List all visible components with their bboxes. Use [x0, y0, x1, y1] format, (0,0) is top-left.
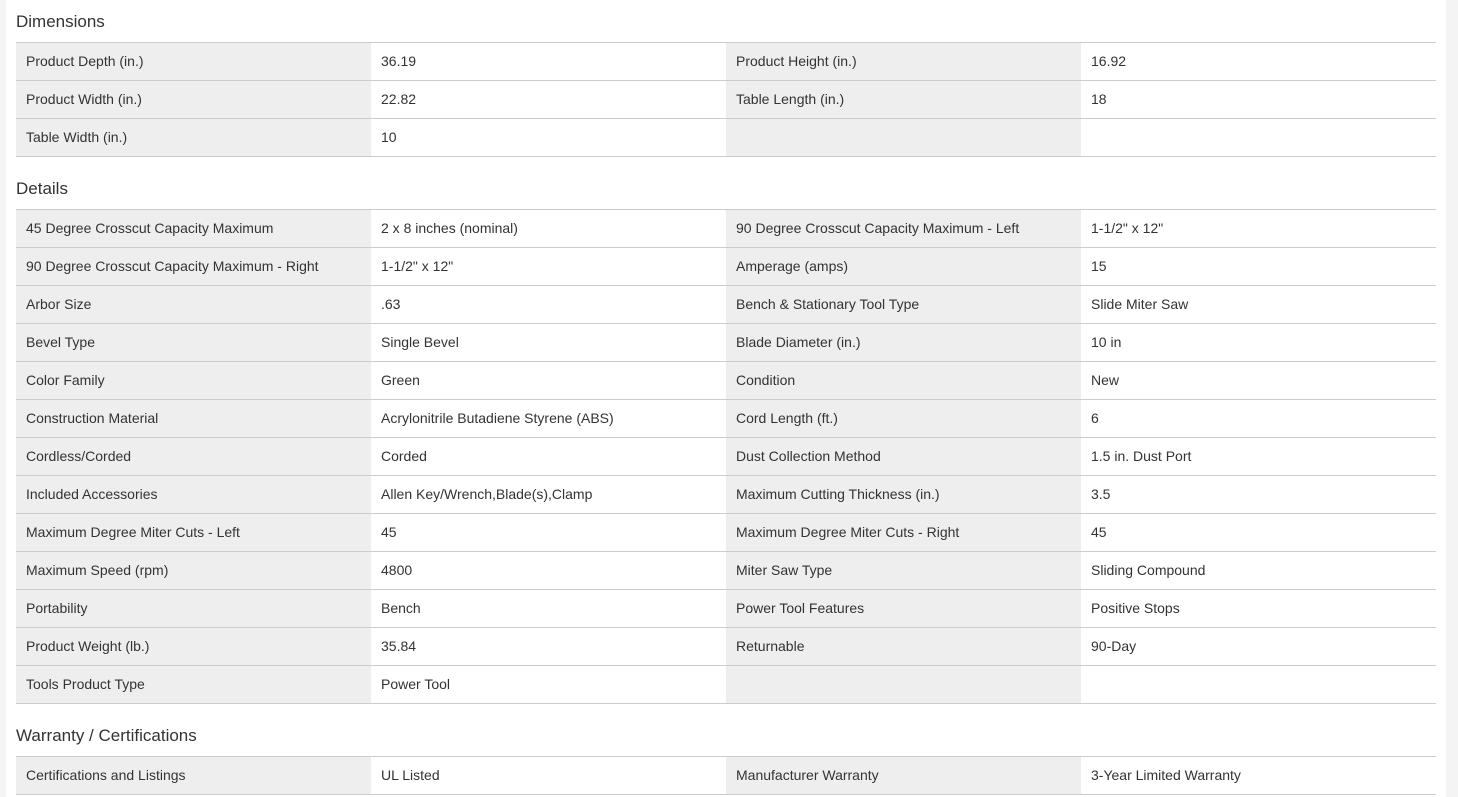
spec-row — [16, 514, 1436, 552]
section-title-details: Details — [16, 157, 1436, 210]
spec-label: Product Weight (lb.) — [16, 628, 371, 665]
spec-value: 18 — [1081, 81, 1436, 118]
spec-row — [16, 476, 1436, 514]
dimensions-section — [16, 0, 1436, 157]
specifications-panel — [6, 0, 1446, 797]
spec-value — [1081, 666, 1436, 703]
spec-row — [16, 81, 1436, 119]
spec-row — [16, 43, 1436, 81]
spec-value: New — [1081, 362, 1436, 399]
spec-label: Power Tool Features — [726, 590, 1081, 627]
spec-label: Cord Length (ft.) — [726, 400, 1081, 437]
spec-value: 1-1/2" x 12" — [1081, 210, 1436, 247]
spec-label: Color Family — [16, 362, 371, 399]
warranty-certifications-section — [16, 704, 1436, 795]
spec-label: Table Length (in.) — [726, 81, 1081, 118]
spec-label: Amperage (amps) — [726, 248, 1081, 285]
spec-label: Manufacturer Warranty — [726, 757, 1081, 794]
spec-value: 10 — [371, 119, 726, 156]
spec-value: 1.5 in. Dust Port — [1081, 438, 1436, 475]
spec-label: Included Accessories — [16, 476, 371, 513]
spec-value: UL Listed — [371, 757, 726, 794]
spec-value: Green — [371, 362, 726, 399]
spec-label: Maximum Speed (rpm) — [16, 552, 371, 589]
spec-value: 45 — [1081, 514, 1436, 551]
spec-row — [16, 666, 1436, 704]
section-title-dimensions: Dimensions — [16, 0, 1436, 43]
spec-value: 90-Day — [1081, 628, 1436, 665]
spec-row — [16, 438, 1436, 476]
details-section — [16, 157, 1436, 704]
spec-value: Allen Key/Wrench,Blade(s),Clamp — [371, 476, 726, 513]
spec-value: Sliding Compound — [1081, 552, 1436, 589]
spec-value: 45 — [371, 514, 726, 551]
spec-label: Bevel Type — [16, 324, 371, 361]
spec-label: Certifications and Listings — [16, 757, 371, 794]
spec-label: Maximum Degree Miter Cuts - Right — [726, 514, 1081, 551]
spec-value: 2 x 8 inches (nominal) — [371, 210, 726, 247]
spec-label: Arbor Size — [16, 286, 371, 323]
spec-label: Maximum Cutting Thickness (in.) — [726, 476, 1081, 513]
spec-label: 90 Degree Crosscut Capacity Maximum - Right — [16, 248, 371, 285]
spec-value: Positive Stops — [1081, 590, 1436, 627]
spec-value: Bench — [371, 590, 726, 627]
spec-label: Portability — [16, 590, 371, 627]
spec-row — [16, 286, 1436, 324]
spec-row — [16, 757, 1436, 795]
spec-value: 3.5 — [1081, 476, 1436, 513]
spec-value: Power Tool — [371, 666, 726, 703]
spec-value: Single Bevel — [371, 324, 726, 361]
spec-value: 3-Year Limited Warranty — [1081, 757, 1436, 794]
spec-value: .63 — [371, 286, 726, 323]
section-title-warranty-certifications: Warranty / Certifications — [16, 704, 1436, 757]
spec-row — [16, 248, 1436, 286]
spec-label — [726, 666, 1081, 703]
spec-row — [16, 324, 1436, 362]
spec-label: Maximum Degree Miter Cuts - Left — [16, 514, 371, 551]
spec-row — [16, 210, 1436, 248]
spec-row — [16, 119, 1436, 157]
spec-value — [1081, 119, 1436, 156]
spec-label: 90 Degree Crosscut Capacity Maximum - Left — [726, 210, 1081, 247]
spec-label: Miter Saw Type — [726, 552, 1081, 589]
spec-label — [726, 119, 1081, 156]
spec-value: 6 — [1081, 400, 1436, 437]
spec-value: 36.19 — [371, 43, 726, 80]
spec-label: Condition — [726, 362, 1081, 399]
spec-value: 22.82 — [371, 81, 726, 118]
spec-value: 16.92 — [1081, 43, 1436, 80]
spec-label: Cordless/Corded — [16, 438, 371, 475]
spec-label: Construction Material — [16, 400, 371, 437]
spec-label: Blade Diameter (in.) — [726, 324, 1081, 361]
spec-value: 15 — [1081, 248, 1436, 285]
spec-label: Product Depth (in.) — [16, 43, 371, 80]
spec-label: Tools Product Type — [16, 666, 371, 703]
spec-label: Dust Collection Method — [726, 438, 1081, 475]
spec-row — [16, 590, 1436, 628]
spec-value: 10 in — [1081, 324, 1436, 361]
spec-row — [16, 400, 1436, 438]
spec-label: Product Width (in.) — [16, 81, 371, 118]
spec-value: 1-1/2" x 12" — [371, 248, 726, 285]
spec-value: 35.84 — [371, 628, 726, 665]
spec-label: Bench & Stationary Tool Type — [726, 286, 1081, 323]
spec-label: Returnable — [726, 628, 1081, 665]
spec-row — [16, 362, 1436, 400]
spec-row — [16, 552, 1436, 590]
spec-label: 45 Degree Crosscut Capacity Maximum — [16, 210, 371, 247]
spec-value: Slide Miter Saw — [1081, 286, 1436, 323]
spec-row — [16, 628, 1436, 666]
spec-value: Corded — [371, 438, 726, 475]
spec-value: Acrylonitrile Butadiene Styrene (ABS) — [371, 400, 726, 437]
spec-label: Table Width (in.) — [16, 119, 371, 156]
spec-label: Product Height (in.) — [726, 43, 1081, 80]
spec-value: 4800 — [371, 552, 726, 589]
